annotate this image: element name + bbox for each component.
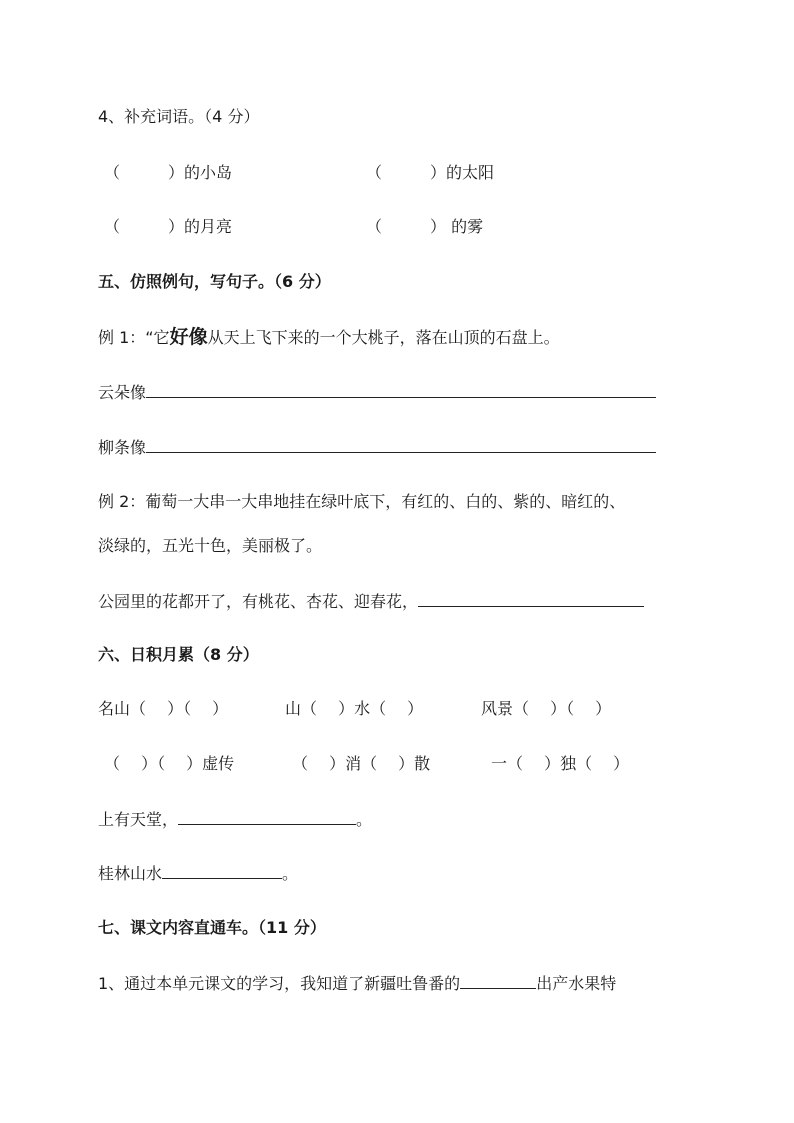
idiom-item: 一（ ）独（ ） (491, 754, 630, 773)
idiom-item: 风景（ ）（ ） (481, 699, 612, 718)
liutiao-label: 柳条像 (98, 438, 147, 457)
park-line (98, 590, 644, 613)
example-2-line-2: 淡绿的，五光十色，美丽极了。 (98, 536, 323, 555)
fill-blank-item: （ ）的太阳 (366, 163, 495, 182)
answer-blank[interactable] (418, 590, 644, 607)
question-7-1 (98, 972, 616, 995)
liutiao-line (98, 436, 656, 459)
example-1-keyword: 好像 (169, 326, 208, 348)
question-7-1-text: 1、通过本单元课文的学习，我知道了新疆吐鲁番的 (98, 974, 461, 993)
yunduo-line (98, 381, 656, 404)
answer-blank[interactable] (162, 862, 282, 879)
idiom-item: 名山（ ）（ ） (98, 699, 229, 718)
fill-blank-item: （ ） 的雾 (366, 217, 484, 236)
idiom-item: 山（ ）水（ ） (285, 699, 424, 718)
guilin-end: 。 (282, 864, 299, 883)
idiom-item: （ ）消（ ）散 (292, 754, 431, 773)
section-7-title: 七、课文内容直通车。（11 分） (98, 918, 326, 937)
yunduo-label: 云朵像 (98, 383, 147, 402)
tiantang-line (98, 808, 372, 831)
example-1-prefix: 例 1：“它 (98, 328, 170, 347)
guilin-line (98, 862, 298, 885)
fill-blank-item: （ ）的月亮 (104, 217, 233, 236)
example-1 (98, 326, 560, 349)
answer-blank[interactable] (460, 972, 536, 989)
section-6-title: 六、日积月累（8 分） (98, 645, 259, 664)
example-1-rest: 从天上飞下来的一个大桃子，落在山顶的石盘上。 (207, 328, 560, 347)
tiantang-end: 。 (356, 810, 373, 829)
idiom-item: （ ）（ ）虚传 (104, 754, 235, 773)
answer-blank[interactable] (178, 808, 356, 825)
fill-blank-item: （ ）的小岛 (104, 163, 233, 182)
guilin-text: 桂林山水 (98, 864, 163, 883)
example-2-line-1: 例 2：葡萄一大串一大串地挂在绿叶底下，有红的、白的、紫的、暗红的、 (98, 492, 626, 511)
answer-blank[interactable] (146, 436, 656, 453)
section-5-title: 五、仿照例句，写句子。（6 分） (98, 272, 331, 291)
question-4-title: 4、补充词语。（4 分） (98, 107, 260, 126)
question-7-1-rest: 出产水果特 (536, 974, 617, 993)
park-text: 公园里的花都开了，有桃花、杏花、迎春花， (98, 592, 419, 611)
answer-blank[interactable] (146, 381, 656, 398)
tiantang-text: 上有天堂， (98, 810, 179, 829)
